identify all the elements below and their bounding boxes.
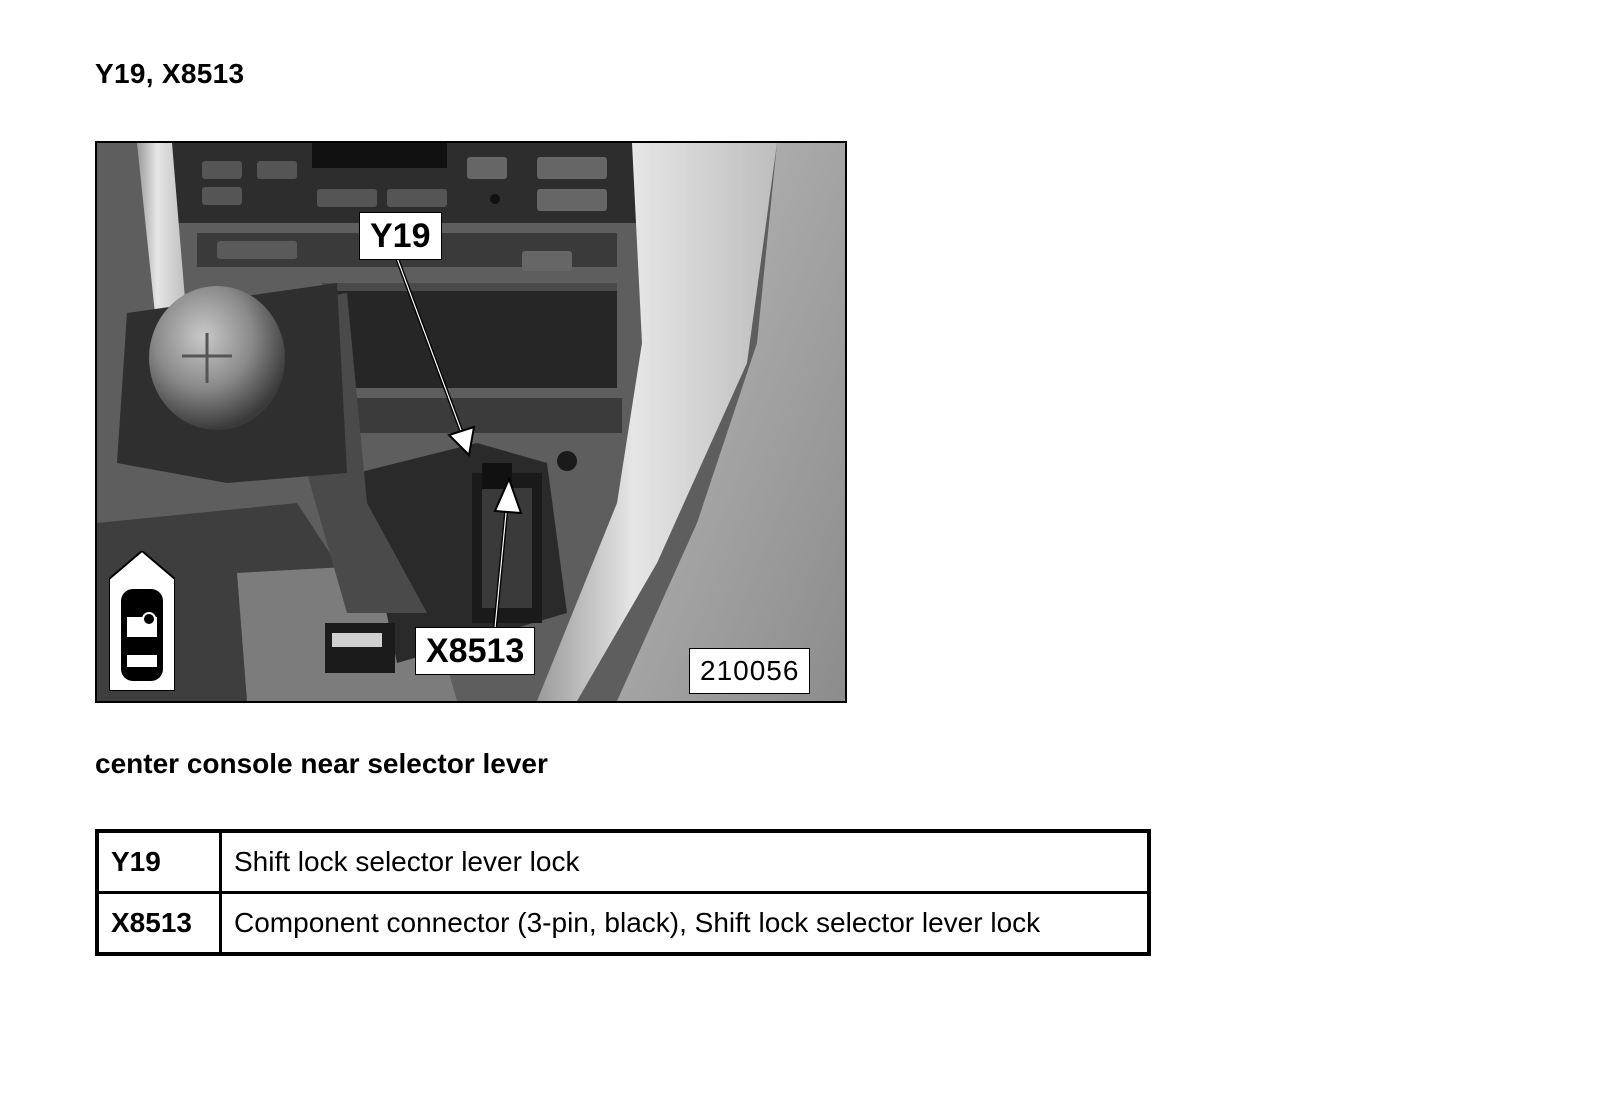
page-heading: Y19, X8513 [95,58,245,89]
photo-illustration [97,143,845,701]
table-row [97,831,1149,893]
component-code: Y19 [97,831,221,893]
storage-compartment [322,283,617,388]
shifter-knob [149,286,285,430]
callout-label-y19: Y19 [359,212,442,260]
vehicle-location-icon [109,551,175,691]
figure-caption: center console near selector lever [95,748,548,779]
component-location-photo [95,141,847,703]
callout-label-x8513: X8513 [415,627,535,675]
figure-number: 210056 [689,648,810,694]
legend-table [95,829,1151,956]
component-description: Component connector (3-pin, black), Shift lock selector lever lock [221,893,1150,955]
component-description: Shift lock selector lever lock [221,831,1150,893]
component-code: X8513 [97,893,221,955]
table-row [97,893,1149,955]
